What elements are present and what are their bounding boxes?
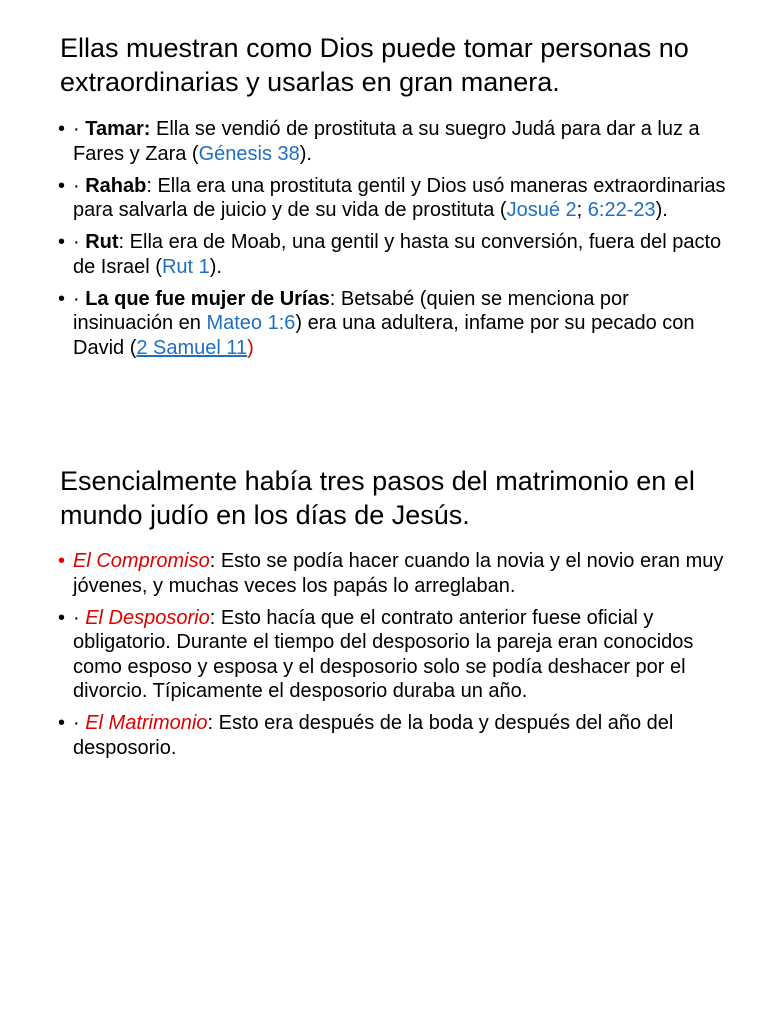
item-text-end: ). (299, 142, 312, 165)
item-name: Rut (85, 231, 119, 253)
reference-link-6-22-23[interactable]: 6:22-23 (587, 199, 656, 221)
item-separator: ; (576, 199, 588, 221)
item-name: Tamar: (85, 118, 151, 140)
bullet-icon: • (58, 287, 66, 310)
list-item-rut (58, 230, 728, 279)
list-item-compromiso (58, 549, 728, 598)
list-item-matrimonio (58, 711, 728, 760)
item-dot: · (73, 174, 86, 197)
item-name: La que fue mujer de Urías (85, 287, 330, 310)
list-item-urias (58, 287, 728, 361)
item-term: El Desposorio (85, 606, 210, 629)
bullet-icon: • (58, 174, 66, 197)
item-text: : Esto se podía hacer cuando la novia y el novio eran muy jóvenes, y muchas veces los papás lo arreglaban. (73, 550, 724, 597)
bullet-icon: • (58, 231, 66, 253)
reference-link-genesis-38[interactable]: Génesis 38 (198, 142, 300, 165)
reference-link-2-samuel-11[interactable]: 2 Samuel 11 (136, 336, 248, 359)
item-dot: · (73, 287, 86, 310)
item-text-middle: ) era una adultera, infame por su pecado con David ( (73, 312, 695, 359)
bullet-icon: • (58, 550, 66, 572)
bullet-icon: • (58, 118, 66, 140)
item-text: : Ella era de Moab, una gentil y hasta su conversión, fuera del pacto de Israel ( (73, 231, 722, 278)
item-name: Rahab (85, 174, 147, 197)
item-text: : Betsabé (quien se menciona por insinuación en (73, 287, 629, 334)
item-text: Ella se vendió de prostituta a su suegro Judá para dar a luz a Fares y Zara ( (73, 118, 700, 165)
item-text-end: ) (247, 336, 254, 359)
item-text-end: ). (655, 199, 668, 221)
item-text: : Esto era después de la boda y después del año del desposorio. (73, 712, 674, 759)
list-item-rahab (58, 174, 728, 223)
section2-title: Esencialmente había tres pasos del matrimonio en el mundo judío en los días de Jesús. (60, 466, 695, 530)
item-text: : Ella era una prostituta gentil y Dios usó maneras extraordinarias para salvarla de juicio y de su vida de prostituta ( (73, 174, 726, 221)
section1-title: Ellas muestran como Dios puede tomar personas no extraordinarias y usarlas en gran manera. (60, 33, 689, 97)
reference-link-josue-2[interactable]: Josué 2 (506, 199, 577, 221)
item-term: El Compromiso (73, 550, 210, 572)
section1-list (58, 117, 728, 368)
reference-link-mateo-1-6[interactable]: Mateo 1:6 (206, 312, 296, 334)
item-text: : Esto hacía que el contrato anterior fuese oficial y obligatorio. Durante el tiempo del desposorio la pareja eran conocidos como esposo y esposa y el desposorio solo se podía deshacer por el divorcio. Típicamente el desposorio duraba un año. (73, 606, 694, 702)
item-dot: · (73, 118, 86, 140)
list-item-tamar (58, 117, 728, 166)
section2-list (58, 549, 728, 768)
item-term: El Matrimonio (85, 712, 208, 734)
item-dot: · (73, 606, 86, 629)
reference-link-rut-1[interactable]: Rut 1 (161, 255, 210, 278)
bullet-icon: • (58, 712, 66, 734)
item-dot: · (73, 231, 86, 253)
list-item-desposorio (58, 606, 728, 704)
item-text-end: ). (209, 255, 222, 278)
bullet-icon: • (58, 606, 66, 629)
item-dot: · (73, 712, 86, 734)
